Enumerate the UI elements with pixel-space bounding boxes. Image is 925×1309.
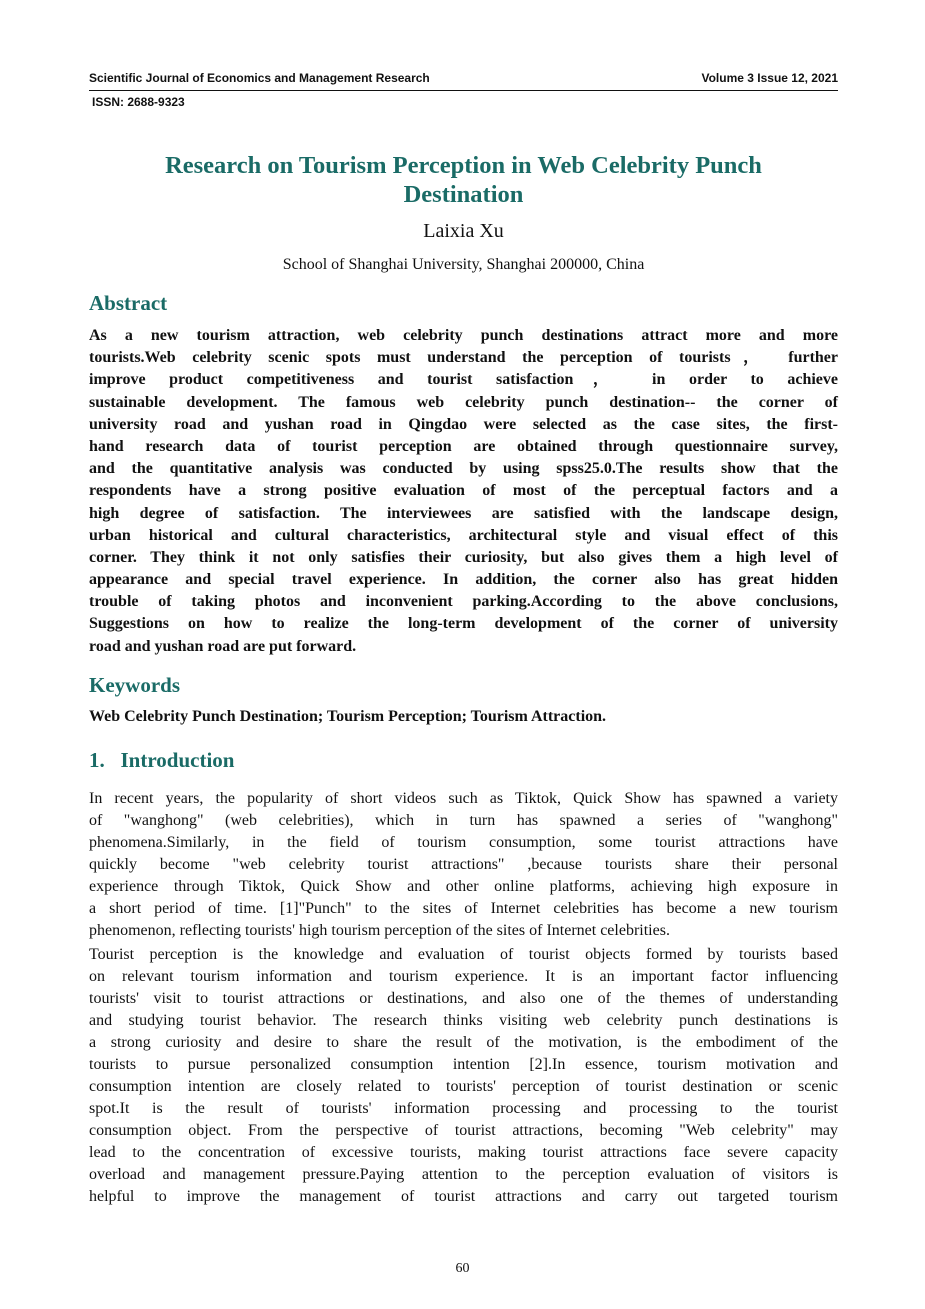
text-line: and the quantitative analysis was conducted by using spss25.0.The results show that the [89,460,838,478]
text-line: lead to the concentration of excessive tourists, making tourist attractions face severe capacity [89,1144,838,1161]
abstract-heading: Abstract [89,291,168,315]
text-line: Tourist perception is the knowledge and evaluation of tourist objects formed by tourists based [89,946,838,963]
text-line: Suggestions on how to realize the long-term development of the corner of university [89,615,838,633]
text-line: sustainable development. The famous web celebrity punch destination-- the corner of [89,393,838,411]
text-line: appearance and special travel experience. In addition, the corner also has great hidden [89,571,838,589]
text-line: a strong curiosity and desire to share the result of the motivation, is the embodiment of the [89,1034,838,1051]
text-line: trouble of taking photos and inconvenient parking.According to the above conclusions, [89,593,838,611]
text-line: helpful to improve the management of tourist attractions and carry out targeted tourism [89,1188,838,1205]
title-line: Research on Tourism Perception in Web Celebrity Punch [165,152,762,179]
paper-title [89,151,838,209]
text-line: tourists.Web celebrity scenic spots must understand the perception of tourists， further [89,349,838,367]
text-line: overload and management pressure.Paying attention to the perception evaluation of visitors is [89,1166,838,1183]
keywords-heading: Keywords [89,673,180,697]
text-line: and studying tourist behavior. The research thinks visiting web celebrity punch destinations is [89,1012,838,1029]
text-line: phenomena.Similarly, in the field of tourism consumption, some tourist attractions have [89,834,838,851]
text-line: a short period of time. [1]"Punch" to the sites of Internet celebrities has become a new tourism [89,900,838,917]
text-line: consumption intention are closely related to tourists' perception of tourist destination or scenic [89,1078,838,1095]
text-line: university road and yushan road in Qingdao were selected as the case sites, the first- [89,415,838,433]
text-line: urban historical and cultural characteristics, architectural style and visual effect of this [89,526,838,544]
page-number: 60 [455,1261,470,1276]
text-line: road and yushan road are put forward. [89,637,357,655]
introduction-heading: 1. Introduction [89,748,235,772]
text-line: on relevant tourism information and tourism experience. It is an important factor influencing [89,968,838,985]
author: Laixia Xu [423,220,504,242]
header-rule [89,90,838,91]
intro-paragraph-1 [89,788,838,942]
keywords-text: Web Celebrity Punch Destination; Tourism Perception; Tourism Attraction. [89,708,607,725]
text-line: spot.It is the result of tourists' information processing and processing to the tourist [89,1100,838,1117]
text-line: hand research data of tourist perception are obtained through questionnaire survey, [89,437,838,455]
journal-name: Scientific Journal of Economics and Management Research [89,71,430,85]
text-line: As a new tourism attraction, web celebrity punch destinations attract more and more [89,327,838,344]
text-line: corner. They think it not only satisfies their curiosity, but also gives them a high level of [89,548,838,566]
volume-issue: Volume 3 Issue 12, 2021 [701,71,838,85]
running-header [89,71,838,85]
text-line: high degree of satisfaction. The interviewees are satisfied with the landscape design, [89,504,838,522]
text-line: improve product competitiveness and tourist satisfaction， in order to achieve [89,371,838,389]
affiliation: School of Shanghai University, Shanghai 200000, China [282,256,645,273]
text-line: In recent years, the popularity of short videos such as Tiktok, Quick Show has spawned a variety [89,790,838,807]
text-line: respondents have a strong positive evaluation of most of the perceptual factors and a [89,482,838,500]
text-line: consumption object. From the perspective of tourist attractions, becoming "Web celebrity" may [89,1122,838,1139]
title-line: Destination [403,181,524,208]
text-line: tourists to pursue personalized consumption intention [2].In essence, tourism motivation and [89,1056,838,1073]
abstract-body [89,325,838,658]
text-line: experience through Tiktok, Quick Show and other online platforms, achieving high exposure in [89,878,838,895]
text-line: tourists' visit to tourist attractions or destinations, and also one of the themes of understanding [89,990,838,1007]
text-line: phenomenon, reflecting tourists' high tourism perception of the sites of Internet celebrities. [89,922,670,939]
intro-paragraph-2 [89,944,838,1208]
text-line: quickly become "web celebrity tourist attractions" ,because tourists share their personal [89,856,838,873]
text-line: of "wanghong" (web celebrities), which in turn has spawned a series of "wanghong" [89,812,838,829]
issn: ISSN: 2688-9323 [92,95,185,109]
